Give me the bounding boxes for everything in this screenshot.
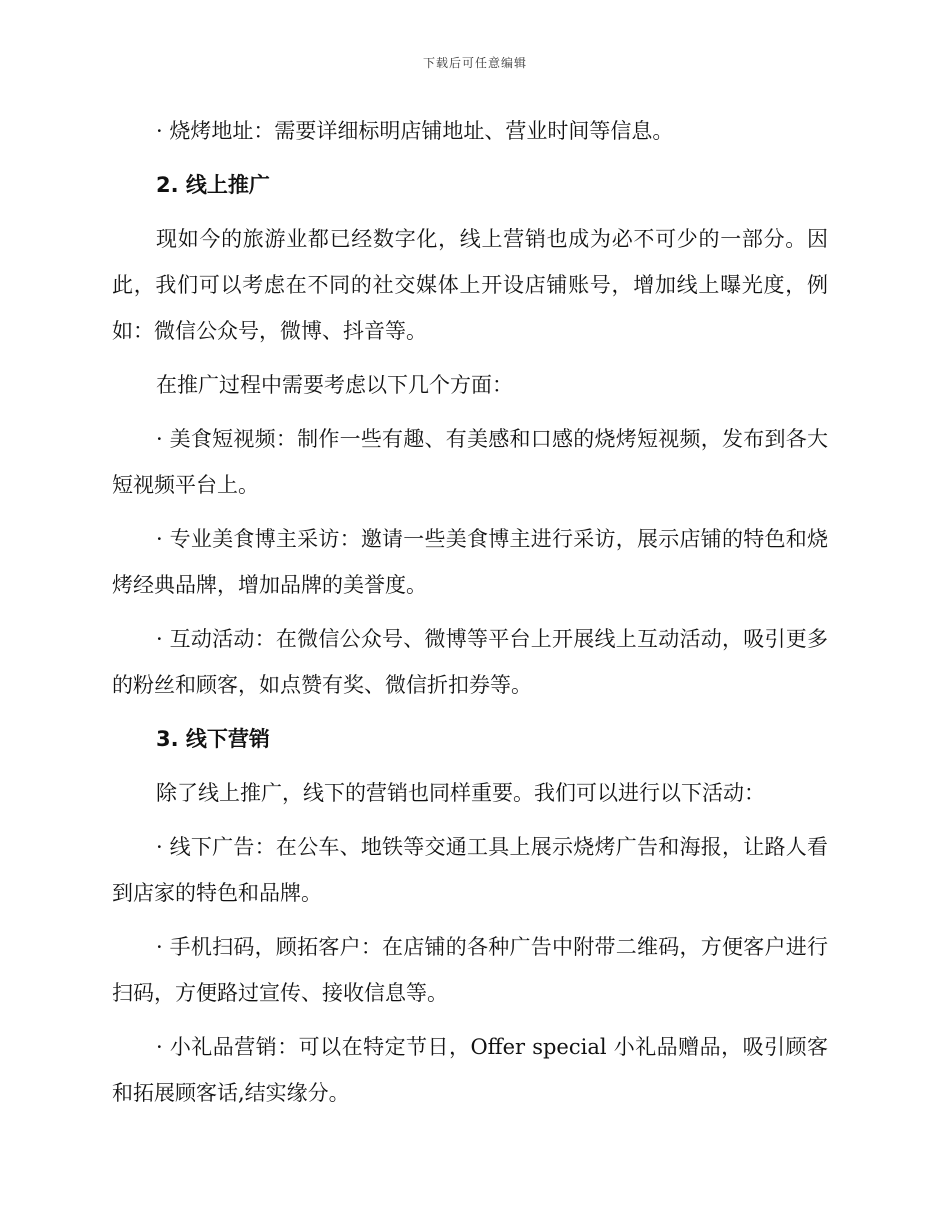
document-body: [112, 108, 828, 1116]
paragraph-offline-ads: · 线下广告：在公车、地铁等交通工具上展示烧烤广告和海报，让路人看到店家的特色和品牌。: [112, 835, 828, 905]
paragraph-bbq-address: · 烧烤地址：需要详细标明店铺地址、营业时间等信息。: [156, 119, 674, 143]
page-header-note: 下载后可任意编辑: [422, 56, 527, 70]
heading-online-promotion: 2. 线上推广: [156, 173, 270, 197]
paragraph-food-video: · 美食短视频：制作一些有趣、有美感和口感的烧烤短视频，发布到各大短视频平台上。: [112, 427, 828, 497]
paragraph-online-intro: 现如今的旅游业都已经数字化，线上营销也成为必不可少的一部分。因此，我们可以考虑在不同的社交媒体上开设店铺账号，增加线上曝光度，例如：微信公众号，微博、抖音等。: [112, 227, 828, 343]
paragraph-offline-intro: 除了线上推广，线下的营销也同样重要。我们可以进行以下活动：: [156, 781, 765, 805]
heading-offline-marketing: 3. 线下营销: [156, 727, 270, 751]
paragraph-scan-code: · 手机扫码，顾拓客户：在店铺的各种广告中附带二维码，方便客户进行扫码，方便路过宣传、接收信息等。: [112, 935, 828, 1005]
paragraph-gift-marketing: · 小礼品营销：可以在特定节日，Offer special 小礼品赠品，吸引顾客和拓展顾客话,结实缘分。: [112, 1035, 828, 1105]
paragraph-online-aspects: 在推广过程中需要考虑以下几个方面：: [156, 373, 513, 397]
paragraph-interactive-activity: · 互动活动：在微信公众号、微博等平台上开展线上互动活动，吸引更多的粉丝和顾客，如点赞有奖、微信折扣券等。: [112, 627, 828, 697]
paragraph-blogger-interview: · 专业美食博主采访：邀请一些美食博主进行采访，展示店铺的特色和烧烤经典品牌，增加品牌的美誉度。: [112, 527, 828, 597]
